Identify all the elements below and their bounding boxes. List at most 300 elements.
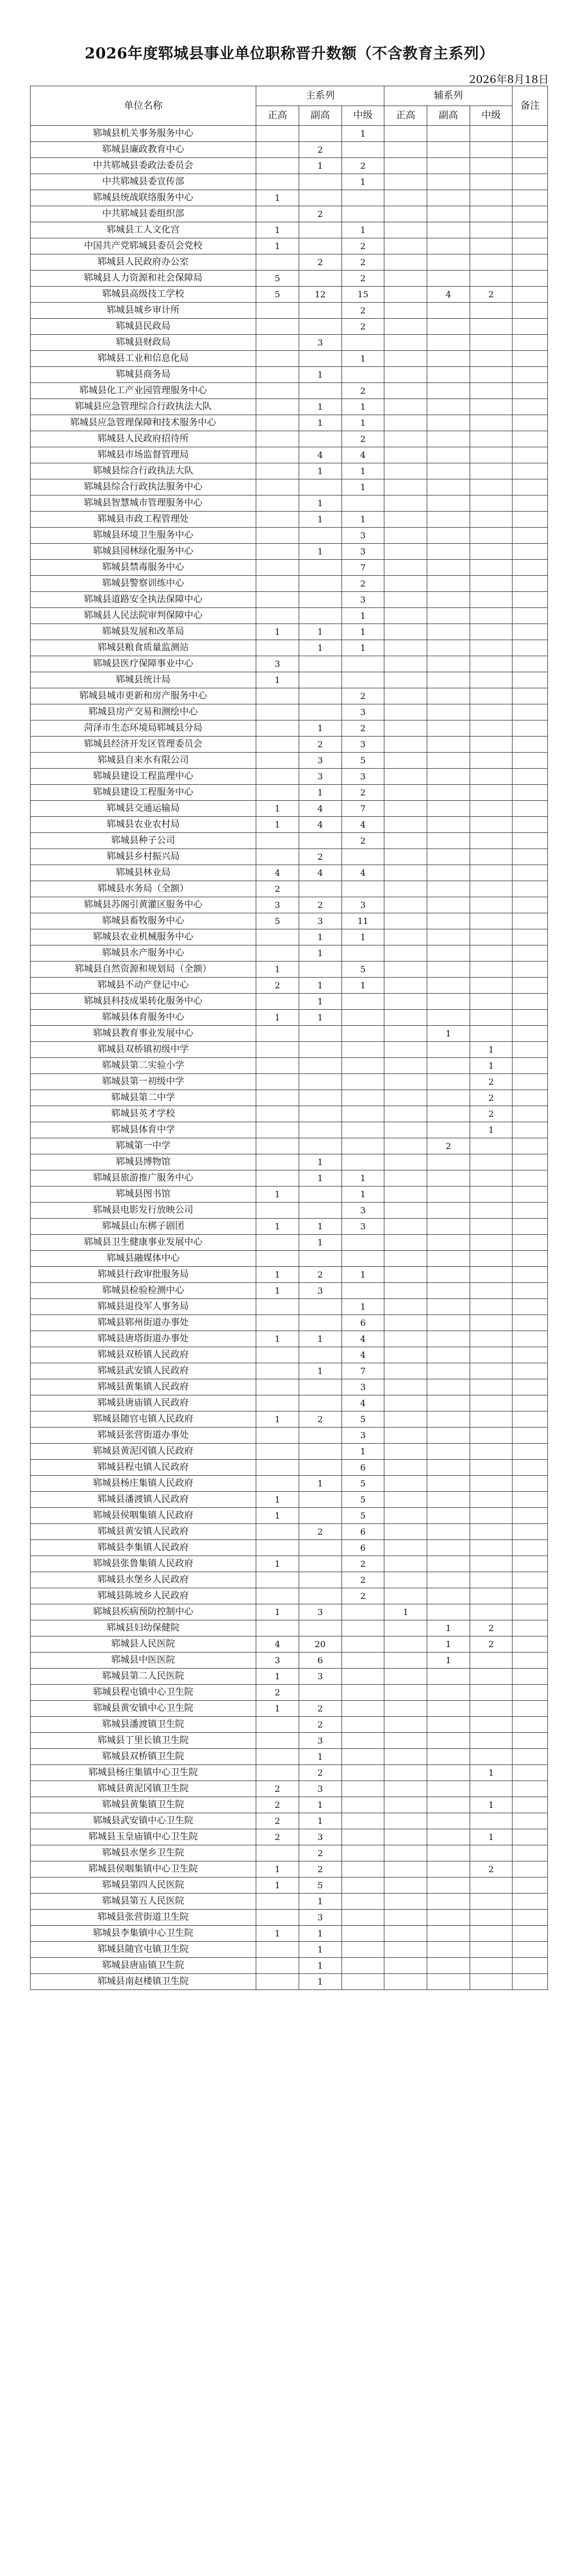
aux-vice-senior-cell <box>427 1428 470 1444</box>
main-senior-cell: 1 <box>256 1492 299 1508</box>
main-middle-cell <box>342 1749 384 1765</box>
aux-senior-cell <box>384 495 427 512</box>
unit-name-cell: 郓城县第二人民医院 <box>31 1669 256 1685</box>
main-senior-cell <box>256 367 299 383</box>
document-title: 2026年度郓城县事业单位职称晋升数额（不含教育主系列） <box>85 44 494 62</box>
unit-name-cell: 郓城县自来水有限公司 <box>31 753 256 769</box>
unit-name-cell: 郓城县粮食质量监测站 <box>31 640 256 656</box>
aux-senior-cell <box>384 271 427 287</box>
note-cell <box>513 1331 548 1347</box>
aux-senior-cell <box>384 1395 427 1411</box>
note-cell <box>513 303 548 319</box>
aux-vice-senior-cell <box>427 1411 470 1428</box>
table-row <box>31 206 548 222</box>
aux-senior-cell <box>384 1861 427 1877</box>
aux-middle-cell <box>470 1299 513 1315</box>
main-vice-senior-cell <box>299 1074 342 1090</box>
unit-name-cell: 郓城县卫生健康事业发展中心 <box>31 1235 256 1251</box>
aux-senior-cell <box>384 367 427 383</box>
table-row <box>31 1942 548 1958</box>
note-cell <box>513 1685 548 1701</box>
note-cell <box>513 769 548 785</box>
main-middle-cell: 2 <box>342 1572 384 1588</box>
main-vice-senior-cell <box>299 1090 342 1106</box>
table-row <box>31 1540 548 1556</box>
main-vice-senior-cell <box>299 592 342 608</box>
unit-name-cell: 郓城县综合行政执法服务中心 <box>31 479 256 495</box>
aux-vice-senior-cell: 2 <box>427 1138 470 1154</box>
main-middle-cell <box>342 1958 384 1974</box>
aux-senior-cell <box>384 672 427 688</box>
main-middle-cell: 4 <box>342 1347 384 1363</box>
unit-name-cell: 郓城县农业机械服务中心 <box>31 929 256 945</box>
aux-middle-cell <box>470 1395 513 1411</box>
aux-vice-senior-cell <box>427 1556 470 1572</box>
unit-name-cell: 郓城县第四人民医院 <box>31 1877 256 1894</box>
aux-vice-senior-cell <box>427 254 470 271</box>
aux-middle-cell <box>470 592 513 608</box>
main-middle-cell: 5 <box>342 1492 384 1508</box>
aux-middle-cell <box>470 222 513 238</box>
aux-senior-cell <box>384 1669 427 1685</box>
aux-vice-senior-cell <box>427 833 470 849</box>
aux-senior-cell <box>384 640 427 656</box>
main-senior-cell <box>256 1428 299 1444</box>
aux-senior-cell <box>384 544 427 560</box>
main-vice-senior-cell: 1 <box>299 1797 342 1813</box>
aux-vice-senior-cell <box>427 1749 470 1765</box>
table-row <box>31 1733 548 1749</box>
table-row <box>31 1669 548 1685</box>
aux-vice-senior-cell: 1 <box>427 1620 470 1636</box>
note-cell <box>513 1106 548 1122</box>
note-cell <box>513 720 548 737</box>
note-cell <box>513 1026 548 1042</box>
main-middle-cell: 2 <box>342 271 384 287</box>
aux-vice-senior-cell <box>427 1974 470 1990</box>
unit-name-cell: 郓城县人民政府招待所 <box>31 431 256 447</box>
aux-vice-senior-cell <box>427 512 470 528</box>
main-vice-senior-cell <box>299 431 342 447</box>
unit-name-cell: 郓城县侯咽集镇人民政府 <box>31 1508 256 1524</box>
main-senior-cell: 1 <box>256 1877 299 1894</box>
main-middle-cell: 1 <box>342 608 384 624</box>
main-middle-cell: 3 <box>342 1428 384 1444</box>
aux-senior-cell <box>384 978 427 994</box>
main-senior-cell <box>256 1074 299 1090</box>
note-cell <box>513 1428 548 1444</box>
unit-name-cell: 中共郓城县委宣传部 <box>31 174 256 190</box>
unit-name-cell: 郓城县博物馆 <box>31 1154 256 1170</box>
aux-middle-cell <box>470 142 513 158</box>
aux-vice-senior-cell <box>427 1765 470 1781</box>
aux-senior-cell <box>384 142 427 158</box>
unit-name-cell: 菏泽市生态环境局郓城县分局 <box>31 720 256 737</box>
aux-middle-cell <box>470 512 513 528</box>
unit-name-cell: 郓城县张营街道卫生院 <box>31 1910 256 1926</box>
aux-vice-senior-cell <box>427 785 470 801</box>
main-vice-senior-cell: 1 <box>299 1926 342 1942</box>
aux-senior-cell <box>384 881 427 897</box>
table-row <box>31 1186 548 1203</box>
main-senior-cell: 1 <box>256 190 299 206</box>
table-row <box>31 158 548 174</box>
aux-senior-cell <box>384 1765 427 1781</box>
aux-senior-cell <box>384 1203 427 1219</box>
unit-name-cell: 郓城县禁毒服务中心 <box>31 560 256 576</box>
aux-senior-cell <box>384 720 427 737</box>
aux-vice-senior-cell <box>427 817 470 833</box>
unit-name-cell: 郓城县水堡乡卫生院 <box>31 1845 256 1861</box>
aux-senior-cell <box>384 1219 427 1235</box>
header-main-middle: 中级 <box>342 106 384 126</box>
main-vice-senior-cell <box>299 479 342 495</box>
main-middle-cell: 1 <box>342 174 384 190</box>
note-cell <box>513 1058 548 1074</box>
table-row <box>31 849 548 865</box>
table-row <box>31 222 548 238</box>
main-vice-senior-cell: 1 <box>299 978 342 994</box>
note-cell <box>513 1781 548 1797</box>
aux-senior-cell <box>384 1942 427 1958</box>
main-middle-cell: 2 <box>342 319 384 335</box>
main-vice-senior-cell: 4 <box>299 801 342 817</box>
aux-senior-cell <box>384 737 427 753</box>
main-vice-senior-cell: 1 <box>299 463 342 479</box>
note-cell <box>513 640 548 656</box>
unit-name-cell: 郓城县不动产登记中心 <box>31 978 256 994</box>
aux-vice-senior-cell <box>427 1861 470 1877</box>
aux-senior-cell <box>384 383 427 399</box>
note-cell <box>513 945 548 962</box>
main-vice-senior-cell <box>299 962 342 978</box>
note-cell <box>513 1829 548 1845</box>
main-middle-cell: 2 <box>342 1588 384 1604</box>
aux-middle-cell <box>470 672 513 688</box>
main-vice-senior-cell: 1 <box>299 495 342 512</box>
unit-name-cell: 郓城县房产交易和测绘中心 <box>31 704 256 720</box>
unit-name-cell: 郓城县建设工程监理中心 <box>31 769 256 785</box>
main-senior-cell <box>256 1235 299 1251</box>
main-senior-cell: 4 <box>256 1636 299 1653</box>
aux-vice-senior-cell <box>427 383 470 399</box>
aux-vice-senior-cell <box>427 913 470 929</box>
note-cell <box>513 1363 548 1379</box>
note-cell <box>513 1620 548 1636</box>
table-row <box>31 1058 548 1074</box>
aux-middle-cell <box>470 479 513 495</box>
table-row <box>31 929 548 945</box>
table-row <box>31 1138 548 1154</box>
aux-vice-senior-cell <box>427 495 470 512</box>
main-vice-senior-cell: 1 <box>299 544 342 560</box>
unit-name-cell: 郓城县统计局 <box>31 672 256 688</box>
aux-vice-senior-cell <box>427 447 470 463</box>
note-cell <box>513 1476 548 1492</box>
main-vice-senior-cell: 1 <box>299 1894 342 1910</box>
aux-senior-cell <box>384 994 427 1010</box>
table-row <box>31 640 548 656</box>
note-cell <box>513 1910 548 1926</box>
table-row <box>31 1845 548 1861</box>
table-row <box>31 737 548 753</box>
aux-senior-cell <box>384 335 427 351</box>
aux-senior-cell <box>384 1444 427 1460</box>
unit-name-cell: 郓城县综合行政执法大队 <box>31 463 256 479</box>
aux-middle-cell <box>470 817 513 833</box>
table-row <box>31 1861 548 1877</box>
table-row <box>31 512 548 528</box>
main-senior-cell <box>256 1058 299 1074</box>
main-middle-cell <box>342 335 384 351</box>
aux-vice-senior-cell <box>427 1251 470 1267</box>
aux-vice-senior-cell <box>427 1829 470 1845</box>
unit-name-cell: 郓城县统战联络服务中心 <box>31 190 256 206</box>
aux-senior-cell <box>384 865 427 881</box>
main-middle-cell <box>342 1829 384 1845</box>
note-cell <box>513 817 548 833</box>
aux-vice-senior-cell <box>427 544 470 560</box>
aux-senior-cell <box>384 785 427 801</box>
note-cell <box>513 688 548 704</box>
aux-vice-senior-cell <box>427 367 470 383</box>
aux-middle-cell: 1 <box>470 1042 513 1058</box>
main-senior-cell <box>256 1042 299 1058</box>
main-senior-cell <box>256 1444 299 1460</box>
aux-senior-cell <box>384 1877 427 1894</box>
main-senior-cell <box>256 1524 299 1540</box>
main-middle-cell <box>342 849 384 865</box>
aux-middle-cell <box>470 624 513 640</box>
main-senior-cell <box>256 1717 299 1733</box>
main-vice-senior-cell: 1 <box>299 1958 342 1974</box>
note-cell <box>513 415 548 431</box>
aux-middle-cell: 2 <box>470 1106 513 1122</box>
aux-vice-senior-cell <box>427 1042 470 1058</box>
aux-vice-senior-cell <box>427 1813 470 1829</box>
table-row <box>31 1379 548 1395</box>
main-senior-cell: 1 <box>256 1701 299 1717</box>
main-vice-senior-cell: 2 <box>299 1845 342 1861</box>
main-senior-cell <box>256 335 299 351</box>
unit-name-cell: 郓城县武安镇中心卫生院 <box>31 1813 256 1829</box>
main-senior-cell <box>256 1476 299 1492</box>
main-vice-senior-cell <box>299 1106 342 1122</box>
note-cell <box>513 1219 548 1235</box>
main-senior-cell <box>256 1203 299 1219</box>
note-cell <box>513 1315 548 1331</box>
aux-vice-senior-cell <box>427 1235 470 1251</box>
note-cell <box>513 1604 548 1620</box>
main-middle-cell: 1 <box>342 1444 384 1460</box>
main-middle-cell: 1 <box>342 640 384 656</box>
table-row <box>31 1026 548 1042</box>
aux-vice-senior-cell <box>427 158 470 174</box>
main-middle-cell: 6 <box>342 1524 384 1540</box>
note-cell <box>513 1797 548 1813</box>
main-middle-cell <box>342 1010 384 1026</box>
main-middle-cell <box>342 656 384 672</box>
main-senior-cell <box>256 1251 299 1267</box>
header-aux-senior: 正高 <box>384 106 427 126</box>
main-senior-cell <box>256 1733 299 1749</box>
aux-middle-cell <box>470 1347 513 1363</box>
unit-name-cell: 郓城县应急管理保障和技术服务中心 <box>31 415 256 431</box>
header-unit-name: 单位名称 <box>31 86 256 126</box>
unit-name-cell: 郓城县水产服务中心 <box>31 945 256 962</box>
aux-middle-cell <box>470 897 513 913</box>
aux-senior-cell <box>384 479 427 495</box>
main-senior-cell <box>256 463 299 479</box>
aux-middle-cell <box>470 1556 513 1572</box>
aux-senior-cell <box>384 1781 427 1797</box>
main-vice-senior-cell: 1 <box>299 994 342 1010</box>
unit-name-cell: 郓城县双桥镇卫生院 <box>31 1749 256 1765</box>
table-row <box>31 1251 548 1267</box>
aux-middle-cell <box>470 1717 513 1733</box>
main-vice-senior-cell <box>299 1042 342 1058</box>
aux-middle-cell <box>470 994 513 1010</box>
aux-senior-cell <box>384 1749 427 1765</box>
main-vice-senior-cell <box>299 1299 342 1315</box>
aux-senior-cell <box>384 1074 427 1090</box>
aux-senior-cell <box>384 1733 427 1749</box>
unit-name-cell: 郓城县环境卫生服务中心 <box>31 528 256 544</box>
aux-middle-cell <box>470 1476 513 1492</box>
aux-middle-cell <box>470 1926 513 1942</box>
table-row <box>31 1283 548 1299</box>
aux-middle-cell <box>470 1251 513 1267</box>
aux-vice-senior-cell <box>427 1170 470 1186</box>
aux-middle-cell <box>470 158 513 174</box>
table-row <box>31 1170 548 1186</box>
aux-senior-cell <box>384 688 427 704</box>
unit-name-cell: 郓城县李集镇人民政府 <box>31 1540 256 1556</box>
unit-name-cell: 郓城县图书馆 <box>31 1186 256 1203</box>
aux-middle-cell <box>470 720 513 737</box>
note-cell <box>513 672 548 688</box>
unit-name-cell: 郓城县武安镇人民政府 <box>31 1363 256 1379</box>
main-senior-cell <box>256 1460 299 1476</box>
note-cell <box>513 1074 548 1090</box>
aux-middle-cell <box>470 913 513 929</box>
main-middle-cell: 7 <box>342 1363 384 1379</box>
main-vice-senior-cell: 1 <box>299 624 342 640</box>
aux-senior-cell <box>384 1636 427 1653</box>
aux-middle-cell <box>470 704 513 720</box>
aux-vice-senior-cell <box>427 1733 470 1749</box>
main-middle-cell: 2 <box>342 1556 384 1572</box>
main-senior-cell: 1 <box>256 1186 299 1203</box>
aux-vice-senior-cell <box>427 1701 470 1717</box>
unit-name-cell: 郓城县水务局（全额） <box>31 881 256 897</box>
main-vice-senior-cell: 1 <box>299 1010 342 1026</box>
table-row <box>31 881 548 897</box>
table-row <box>31 447 548 463</box>
unit-name-cell: 郓城县应急管理综合行政执法大队 <box>31 399 256 415</box>
main-middle-cell <box>342 1733 384 1749</box>
aux-middle-cell: 1 <box>470 1829 513 1845</box>
main-vice-senior-cell <box>299 1572 342 1588</box>
aux-middle-cell <box>470 1910 513 1926</box>
main-vice-senior-cell: 3 <box>299 1669 342 1685</box>
unit-name-cell: 郓城县警察训练中心 <box>31 576 256 592</box>
main-middle-cell: 2 <box>342 238 384 254</box>
aux-vice-senior-cell <box>427 897 470 913</box>
aux-senior-cell <box>384 126 427 142</box>
table-row <box>31 560 548 576</box>
main-middle-cell <box>342 1042 384 1058</box>
table-row <box>31 495 548 512</box>
main-vice-senior-cell: 2 <box>299 1267 342 1283</box>
main-senior-cell <box>256 1347 299 1363</box>
aux-senior-cell <box>384 174 427 190</box>
note-cell <box>513 1926 548 1942</box>
table-row <box>31 126 548 142</box>
aux-senior-cell <box>384 897 427 913</box>
main-senior-cell <box>256 753 299 769</box>
aux-vice-senior-cell <box>427 222 470 238</box>
aux-middle-cell <box>470 865 513 881</box>
note-cell <box>513 1861 548 1877</box>
unit-name-cell: 郓城县黄泥冈镇人民政府 <box>31 1444 256 1460</box>
aux-senior-cell <box>384 753 427 769</box>
aux-middle-cell <box>470 1540 513 1556</box>
aux-middle-cell: 2 <box>470 1861 513 1877</box>
unit-name-cell: 郓城县财政局 <box>31 335 256 351</box>
aux-vice-senior-cell <box>427 431 470 447</box>
aux-middle-cell <box>470 1460 513 1476</box>
aux-vice-senior-cell <box>427 978 470 994</box>
aux-middle-cell <box>470 945 513 962</box>
main-vice-senior-cell <box>299 1444 342 1460</box>
unit-name-cell: 郓城县自然资源和规划局（全额） <box>31 962 256 978</box>
main-middle-cell: 2 <box>342 158 384 174</box>
note-cell <box>513 206 548 222</box>
main-middle-cell: 1 <box>342 126 384 142</box>
unit-name-cell: 郓城县唐庙镇人民政府 <box>31 1395 256 1411</box>
aux-middle-cell <box>470 319 513 335</box>
main-vice-senior-cell: 2 <box>299 1717 342 1733</box>
aux-vice-senior-cell <box>427 929 470 945</box>
aux-middle-cell <box>470 769 513 785</box>
aux-middle-cell <box>470 1138 513 1154</box>
aux-senior-cell <box>384 1379 427 1395</box>
main-middle-cell <box>342 1154 384 1170</box>
table-row <box>31 688 548 704</box>
main-senior-cell <box>256 1894 299 1910</box>
main-middle-cell: 1 <box>342 415 384 431</box>
table-row <box>31 1877 548 1894</box>
unit-name-cell: 郓城县发展和改革局 <box>31 624 256 640</box>
table-row <box>31 431 548 447</box>
main-vice-senior-cell <box>299 351 342 367</box>
aux-vice-senior-cell <box>427 415 470 431</box>
main-senior-cell <box>256 1765 299 1781</box>
main-vice-senior-cell: 1 <box>299 720 342 737</box>
main-vice-senior-cell: 1 <box>299 512 342 528</box>
table-row <box>31 1797 548 1813</box>
aux-senior-cell <box>384 817 427 833</box>
main-vice-senior-cell <box>299 528 342 544</box>
main-middle-cell <box>342 1797 384 1813</box>
unit-name-cell: 郓城县科技成果转化服务中心 <box>31 994 256 1010</box>
note-cell <box>513 1186 548 1203</box>
unit-name-cell: 郓城县教育事业发展中心 <box>31 1026 256 1042</box>
unit-name-cell: 郓城县城乡审计所 <box>31 303 256 319</box>
main-middle-cell: 3 <box>342 897 384 913</box>
table-row <box>31 913 548 929</box>
